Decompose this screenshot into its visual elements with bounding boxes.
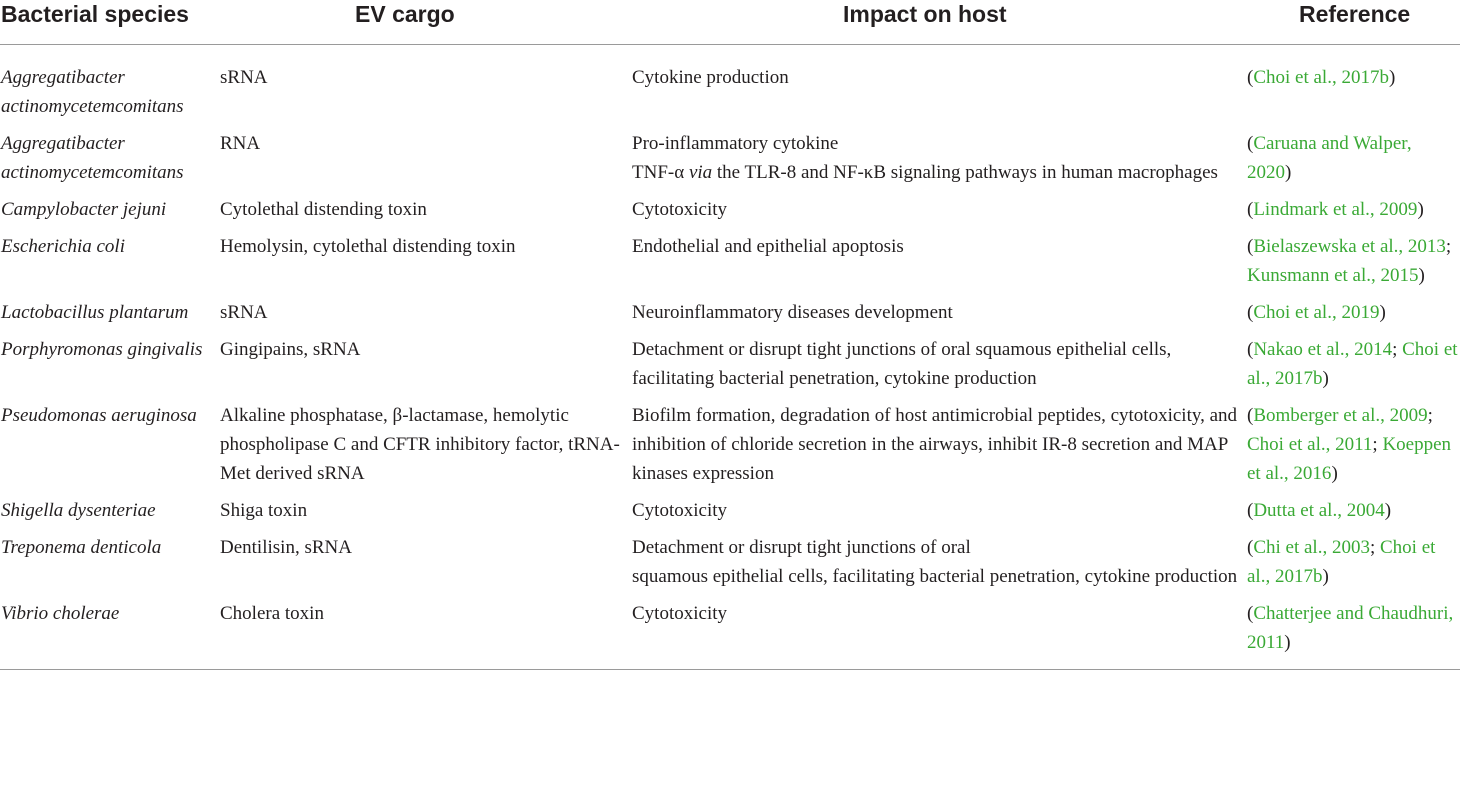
reference-cell — [1246, 195, 1460, 232]
header-reference: Reference — [1246, 0, 1460, 45]
table-row — [0, 401, 1460, 496]
reference-cell — [1246, 298, 1460, 335]
paren-close: ) — [1284, 632, 1291, 653]
table-row — [0, 232, 1460, 298]
paren-close: ) — [1331, 463, 1338, 484]
impact-cell: Neuroinflammatory diseases development — [632, 302, 953, 323]
ref-separator: ; — [1372, 434, 1383, 455]
paren-close: ) — [1379, 302, 1386, 323]
species-cell: Porphyromonas gingivalis — [1, 339, 203, 360]
table-body — [0, 45, 1460, 670]
table-row — [0, 129, 1460, 195]
ref-separator: ; — [1427, 405, 1433, 426]
paren-close: ) — [1322, 566, 1329, 587]
reference-link[interactable]: Chi et al., 2003 — [1253, 537, 1370, 558]
table-header — [0, 0, 1460, 45]
impact-text: Detachment or disrupt tight junctions of oral — [632, 537, 971, 558]
impact-cell: Cytokine production — [632, 67, 789, 88]
paren-close: ) — [1384, 500, 1392, 521]
header-ev-cargo: EV cargo — [220, 0, 631, 45]
paren-open: ( — [1247, 199, 1254, 220]
impact-text: TNF-α — [632, 162, 689, 183]
species-cell: Pseudomonas aeruginosa — [1, 405, 197, 426]
table-row — [0, 195, 1460, 232]
ref-separator: ; — [1392, 339, 1403, 360]
species-cell: Aggregatibacter actinomycetemcomitans — [1, 133, 184, 183]
reference-link[interactable]: Choi et al., 2017b — [1247, 339, 1458, 389]
reference-cell — [1246, 129, 1460, 195]
paren-open: ( — [1247, 603, 1254, 624]
impact-cell — [631, 129, 1246, 195]
paren-open: ( — [1247, 339, 1254, 360]
table-row — [0, 45, 1460, 130]
paren-close: ) — [1285, 162, 1292, 183]
impact-text: Pro-inflammatory cytokine — [632, 133, 839, 154]
table-row — [0, 496, 1460, 533]
paren-open: ( — [1247, 133, 1254, 154]
species-cell: Escherichia coli — [1, 236, 125, 257]
cargo-cell: Gingipains, sRNA — [220, 339, 361, 360]
impact-cell: Detachment or disrupt tight junctions of oral squamous epithelial cells, facilitating bacterial penetration, cytokine production — [632, 339, 1172, 389]
reference-link[interactable]: Choi et al., 2017b — [1253, 67, 1389, 88]
reference-link[interactable]: Choi et al., 2017b — [1247, 537, 1436, 587]
reference-link[interactable]: Lindmark et al., 2009 — [1253, 199, 1418, 220]
cargo-cell: RNA — [220, 133, 261, 154]
reference-cell — [1246, 533, 1460, 599]
reference-cell — [1246, 335, 1460, 401]
table-row — [0, 599, 1460, 670]
cargo-cell: Cytolethal distending toxin — [220, 199, 427, 220]
species-cell: Lactobacillus plantarum — [1, 302, 189, 323]
impact-text-italic: via — [688, 162, 713, 183]
reference-cell — [1246, 599, 1460, 670]
reference-cell — [1246, 45, 1460, 130]
cargo-cell: Alkaline phosphatase, β-lactamase, hemolytic phospholipase C and CFTR inhibitory factor, tRNA-Met derived sRNA — [220, 405, 620, 484]
paren-open: ( — [1247, 500, 1254, 521]
reference-link[interactable]: Nakao et al., 2014 — [1253, 339, 1393, 360]
reference-link[interactable]: Chatterjee and Chaudhuri, 2011 — [1247, 603, 1454, 653]
reference-cell — [1246, 232, 1460, 298]
cargo-cell: sRNA — [220, 302, 268, 323]
cargo-cell: Shiga toxin — [220, 500, 308, 521]
impact-cell: Cytotoxicity — [632, 199, 727, 220]
ref-separator: ; — [1445, 236, 1452, 257]
cargo-cell: sRNA — [220, 67, 268, 88]
reference-cell — [1246, 496, 1460, 533]
cargo-cell: Cholera toxin — [220, 599, 631, 670]
paren-open: ( — [1247, 236, 1254, 257]
paren-close: ) — [1322, 368, 1329, 389]
paren-open: ( — [1247, 405, 1254, 426]
cargo-cell: Dentilisin, sRNA — [220, 537, 352, 558]
reference-link[interactable]: Kunsmann et al., 2015 — [1247, 265, 1419, 286]
species-cell: Shigella dysenteriae — [1, 500, 156, 521]
header-impact-on-host: Impact on host — [631, 0, 1246, 45]
impact-text: squamous epithelial cells, facilitating bacterial penetration, cytokine production — [632, 566, 1238, 587]
impact-cell: Biofilm formation, degradation of host antimicrobial peptides, cytotoxicity, and inhibition of chloride secretion in the airways, inhibit IR-8 secretion and MAP kinases expression — [632, 405, 1238, 484]
paren-open: ( — [1247, 537, 1254, 558]
impact-cell — [631, 533, 1246, 599]
paren-close: ) — [1417, 199, 1424, 220]
impact-cell: Endothelial and epithelial apoptosis — [632, 236, 904, 257]
reference-link[interactable]: Caruana and Walper, 2020 — [1247, 133, 1412, 183]
header-bacterial-species: Bacterial species — [0, 0, 220, 45]
table-row — [0, 335, 1460, 401]
cargo-cell: Hemolysin, cytolethal distending toxin — [220, 236, 516, 257]
table-row — [0, 298, 1460, 335]
species-cell: Treponema denticola — [1, 537, 162, 558]
species-cell: Aggregatibacter actinomycetemcomitans — [1, 67, 184, 117]
reference-link[interactable]: Choi et al., 2019 — [1253, 302, 1380, 323]
reference-link[interactable]: Koeppen et al., 2016 — [1247, 434, 1452, 484]
reference-link[interactable]: Dutta et al., 2004 — [1253, 500, 1385, 521]
paren-open: ( — [1247, 302, 1254, 323]
reference-cell — [1246, 401, 1460, 496]
paren-close: ) — [1388, 67, 1396, 88]
paren-open: ( — [1247, 67, 1254, 88]
reference-link[interactable]: Choi et al., 2011 — [1247, 434, 1373, 455]
table-row — [0, 533, 1460, 599]
impact-text: the TLR-8 and NF-κB signaling pathways in human macrophages — [712, 162, 1218, 183]
impact-cell: Cytotoxicity — [632, 500, 727, 521]
reference-link[interactable]: Bomberger et al., 2009 — [1253, 405, 1428, 426]
impact-cell: Cytotoxicity — [631, 599, 1246, 670]
species-cell: Campylobacter jejuni — [1, 199, 167, 220]
ref-separator: ; — [1369, 537, 1380, 558]
species-cell: Vibrio cholerae — [0, 599, 220, 670]
reference-link[interactable]: Bielaszewska et al., 2013 — [1253, 236, 1446, 257]
paren-close: ) — [1418, 265, 1425, 286]
